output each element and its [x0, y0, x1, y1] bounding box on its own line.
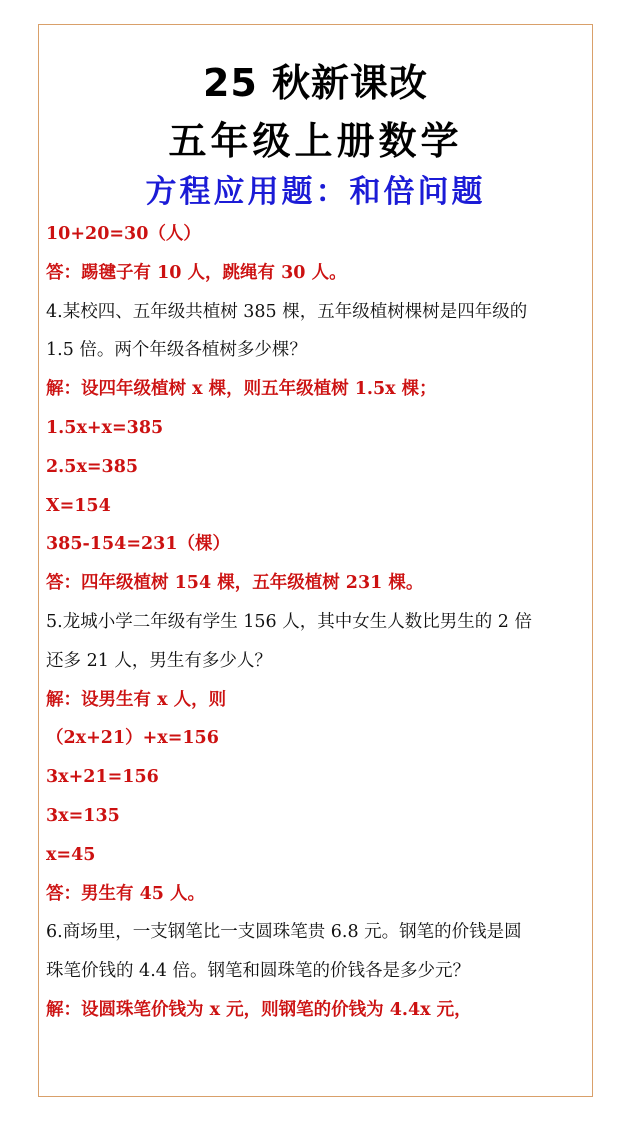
problem-text-body	[46, 215, 586, 1030]
text-line: 2.5x=385	[46, 456, 139, 477]
text-line: 答：踢毽子有 10 人，跳绳有 30 人。	[46, 262, 347, 283]
text-line: 还多 21 人，男生有多少人？	[46, 650, 272, 671]
text-line: 答：四年级植树 154 棵，五年级植树 231 棵。	[46, 573, 424, 594]
text-line: 答：男生有 45 人。	[46, 883, 206, 904]
text-line: 3x+21=156	[46, 767, 159, 788]
page-title-grade: 五年级上册数学	[168, 119, 463, 163]
text-line: 1.5x+x=385	[46, 417, 164, 438]
text-line: 6.商场里，一支钢笔比一支圆珠笔贵 6.8 元。钢笔的价钱是圆	[46, 922, 522, 943]
text-line: 385-154=231（棵）	[46, 534, 231, 555]
text-line: 珠笔价钱的 4.4 倍。钢笔和圆珠笔的价钱各是多少元？	[46, 961, 470, 982]
page-subtitle: 方程应用题：和倍问题	[145, 174, 486, 210]
text-line: 3x=135	[46, 805, 120, 826]
text-line: 解：设圆珠笔价钱为 x 元，则钢笔的价钱为 4.4x 元，	[46, 999, 472, 1020]
text-line: 4.某校四、五年级共植树 385 棵，五年级植树棵树是四年级的	[46, 301, 528, 322]
text-line: x=45	[46, 844, 96, 865]
text-line: X=154	[46, 495, 111, 516]
text-line: 解：设男生有 x 人，则	[46, 689, 227, 710]
text-line: 1.5 倍。两个年级各植树多少棵？	[46, 340, 307, 361]
page-title: 25 秋新课改	[202, 61, 429, 105]
text-line: 解：设四年级植树 x 棵，则五年级植树 1.5x 棵；	[46, 379, 437, 400]
text-line: （2x+21）+x=156	[46, 728, 219, 749]
text-line: 10+20=30（人）	[46, 224, 201, 244]
text-line: 5.龙城小学二年级有学生 156 人，其中女生人数比男生的 2 倍	[46, 611, 532, 632]
